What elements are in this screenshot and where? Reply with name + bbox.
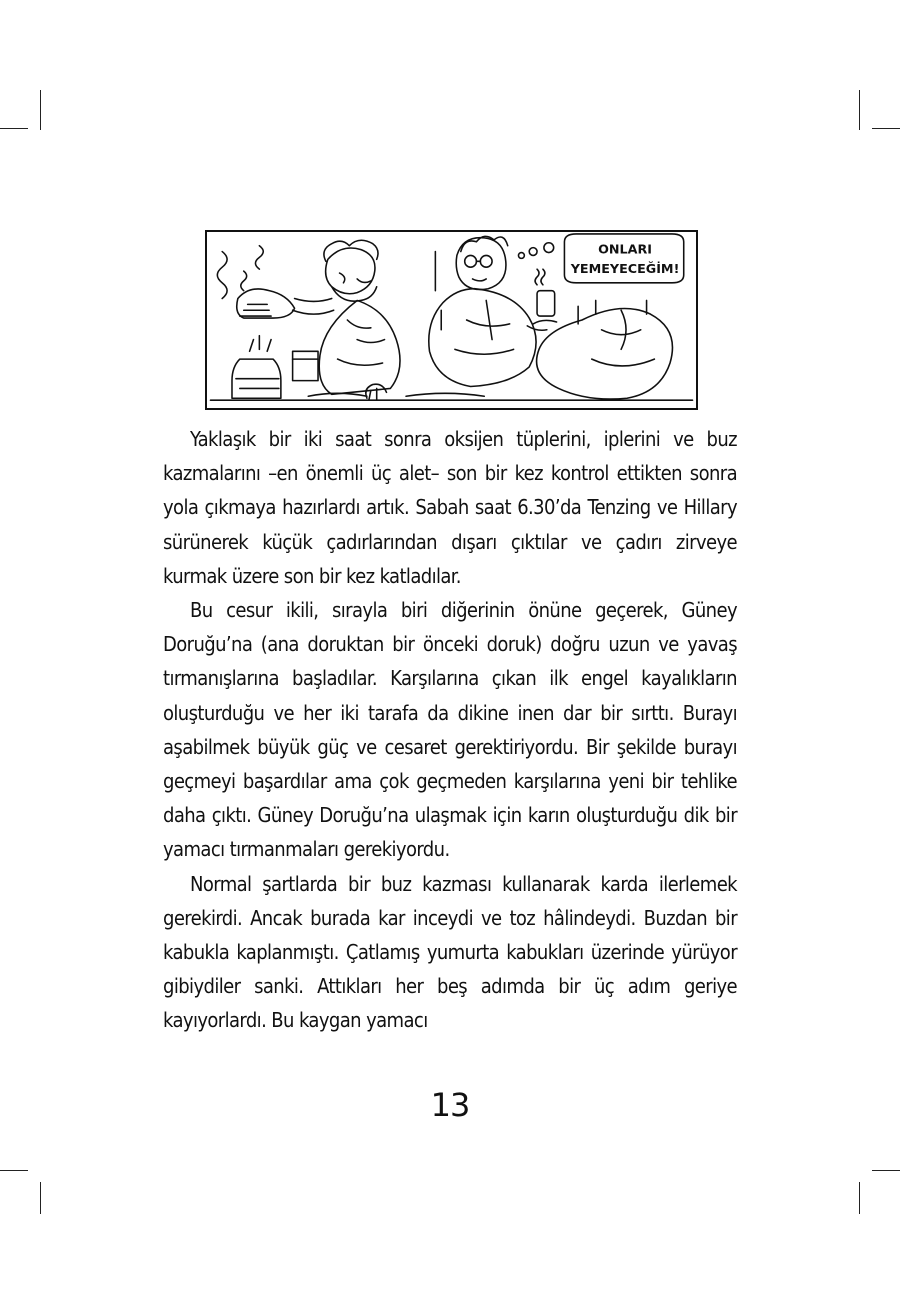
crop-mark-top-left-horizontal	[0, 128, 28, 129]
crop-mark-top-right-vertical	[859, 90, 860, 130]
crop-mark-bottom-right-horizontal	[872, 1170, 900, 1171]
speech-bubble-line1: ONLARI	[598, 241, 652, 257]
paragraph-3: Normal şartlarda bir buz kazması kullanarak karda ilerlemek gerekirdi. Ancak burada kar inceydi ve toz hâlindeydi. Buzdan bir kabukla kaplanmıştı. Çatlamış yumurta kabukları üzerinde yürüyor gibiydiler sanki. Attıkları her beş adımda bir üç adım geriye kayıyorlardı. Bu kaygan yamacı	[163, 871, 737, 1033]
crop-mark-top-left-vertical	[40, 90, 41, 130]
cartoon-illustration	[205, 230, 698, 410]
crop-mark-bottom-left-horizontal	[0, 1170, 28, 1171]
paragraph-1: Yaklaşık bir iki saat sonra oksijen tüplerini, iplerini ve buz kazmalarını –en önemli üç alet– son bir kez kontrol ettikten sonra yola çıkmaya hazırlardı artık. Sabah saat 6.30’da Tenzing ve Hillary sürünerek küçük çadırlarından dışarı çıktılar ve çadırı zirveye kurmak üzere son bir kez katladılar.	[163, 427, 737, 588]
speech-bubble-line2: YEMEYECEĞİM!	[570, 261, 680, 277]
page-number: 13	[430, 1086, 470, 1124]
climbers-cartoon-drawing	[207, 232, 696, 408]
crop-mark-top-right-horizontal	[872, 128, 900, 129]
body-text	[163, 422, 737, 1038]
paragraph-2: Bu cesur ikili, sırayla biri diğerinin önüne geçerek, Güney Doruğu’na (ana doruktan bir önceki doruk) doğru uzun ve yavaş tırmanışlarına başladılar. Karşılarına çıkan ilk engel kayalıkların oluşturduğu ve her iki tarafa da dikine inen dar bir sırttı. Burayı aşabilmek büyük güç ve cesaret gerektiriyordu. Bir şekilde burayı geçmeyi başardılar ama çok geçmeden karşılarına yeni bir tehlike daha çıktı. Güney Doruğu’na ulaşmak için karın oluşturduğu dik bir yamacı tırmanmaları gerekiyordu.	[163, 598, 737, 862]
crop-mark-bottom-right-vertical	[859, 1182, 860, 1214]
crop-mark-bottom-left-vertical	[40, 1182, 41, 1214]
